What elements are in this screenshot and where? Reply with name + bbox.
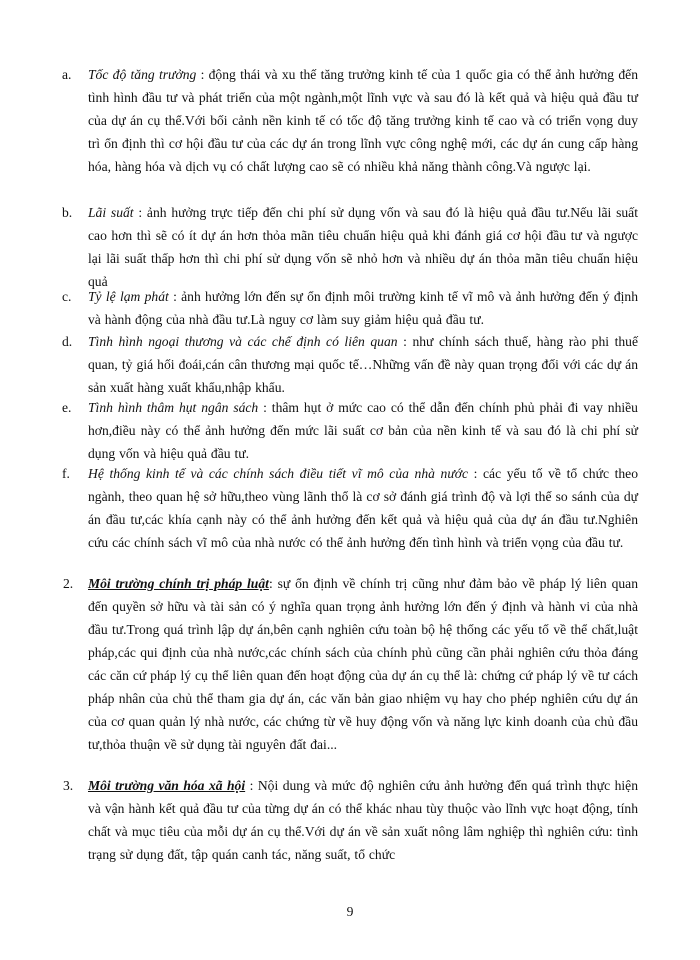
item-body: : như chính sách thuế, hàng rào phi thuế quan, tỷ giá hối đoái,cán cân thương mại quốc tế…Những vấn đề này quan trọng đối với các dự án sản xuất hàng xuất khẩu,nhập khẩu. [88,334,638,395]
page-number: 9 [346,904,354,919]
list-marker: 3. [63,778,74,793]
list-item-c [62,285,638,331]
item-heading: Môi trường văn hóa xã hội [88,778,246,793]
list-item-a [62,63,638,178]
list-marker: 2. [63,576,74,591]
item-heading: Tình hình ngoại thương và các chế định có liên quan [88,334,398,349]
list-marker: f. [62,466,70,481]
item-body: : ảnh hưởng lớn đến sự ổn định môi trường kinh tế vĩ mô và ảnh hưởng đến ý định và hành động của nhà đầu tư.Là nguy cơ làm suy giảm hiệu quả đầu tư. [88,289,638,327]
list-item-d [62,330,638,399]
list-item-e [62,396,638,465]
item-body: : thâm hụt ở mức cao có thể dẫn đến chính phủ phải đi vay nhiều hơn,điều này có thể ảnh hưởng đến mức lãi suất cơ bản của nền kinh tế và sau đó là chi phí sử dụng vốn và hiệu quả đầu tư. [88,400,638,461]
item-body: : các yếu tố về tổ chức theo ngành, theo quan hệ sở hữu,theo vùng lãnh thổ là cơ sở đánh giá trình độ và lợi thế so sánh của dự án đầu tư,các khía cạnh này có thể ảnh hưởng đến kết quả và hiệu quả của dự án đầu tư.Nghiên cứu các chính sách vĩ mô của nhà nước có thể ảnh hưởng đến tình hình và triển vọng của đầu tư. [88,466,638,550]
item-body: : ảnh hưởng trực tiếp đến chi phí sử dụng vốn và sau đó là hiệu quả đầu tư.Nếu lãi suất cao hơn thì sẽ có ít dự án hơn thỏa mãn tiêu chuẩn hiệu quả khi đánh giá cơ hội đầu tư và ngược lại lãi suất thấp hơn thì chi phí sử dụng vốn sẽ nhỏ hơn và nhiều dự án thỏa mãn tiêu chuẩn hiệu quả [88,205,638,289]
item-heading: Hệ thống kinh tế và các chính sách điều tiết vĩ mô của nhà nước [88,466,469,481]
list-item-2 [63,572,638,756]
item-heading: Tình hình thâm hụt ngân sách [88,400,259,415]
list-marker: d. [62,334,73,349]
list-item-3 [63,774,638,866]
list-marker: e. [62,400,72,415]
list-item-b [62,201,638,293]
item-heading: Lãi suất [88,205,134,220]
list-marker: b. [62,205,73,220]
item-heading: Tốc độ tăng trưởng [88,67,197,82]
item-body: : động thái và xu thế tăng trưởng kinh tế của 1 quốc gia có thể ảnh hưởng đến tình hình đầu tư và phát triển của một ngành,một lĩnh vực và sau đó là kết quả và hiệu quả đầu tư của dự án cụ thể.Với bối cảnh nền kinh tế có tốc độ tăng trưởng kinh tế cao và có triển vọng duy trì ổn định thì cơ hội đầu tư của các dự án trong lĩnh vực công nghệ mới, các dự án cung cấp hàng hóa, hàng hóa và dịch vụ có chất lượng cao sẽ có nhiều khả năng thành công.Và ngược lại. [88,67,638,174]
item-body: : Nội dung và mức độ nghiên cứu ảnh hưởng đến quá trình thực hiện và vận hành kết quả đầu tư của từng dự án có thể khác nhau tùy thuộc vào lĩnh vực hoạt động, tính chất và mục tiêu của mỗi dự án cụ thể.Với dự án về sản xuất nông lâm nghiệp thì nghiên cứu: tình trạng sử dụng đất, tập quán canh tác, năng suất, tổ chức [88,778,638,862]
list-item-f [62,462,638,554]
item-heading: Tỷ lệ lạm phát [88,289,169,304]
list-marker: a. [62,67,72,82]
item-body: : sự ổn định về chính trị cũng như đảm bảo về pháp lý liên quan đến quyền sở hữu và tài sản có ý nghĩa quan trọng ảnh hưởng lớn đến ý định và hành vi của nhà đầu tư.Trong quá trình lập dự án,bên cạnh nghiên cứu toàn bộ hệ thống các yếu tố về thể chất,luật pháp,các qui định của nhà nước,các chính sách của chính phủ cũng cần phải nghiên cứu thỏa đáng các căn cứ pháp lý cụ thể liên quan đến hoạt động của dự án cụ thể là: chứng cứ pháp lý về tư cách pháp nhân của chủ thể tham gia dự án, các văn bản giao nhiệm vụ hay cho phép nghiên cứu dự án của cơ quan quản lý nhà nước, các chứng từ về huy động vốn và năng lực kinh doanh của chủ đầu tư,thỏa thuận về sử dụng tài nguyên đất đai... [88,576,638,752]
list-marker: c. [62,289,72,304]
item-heading: Môi trường chính trị pháp luật [88,576,269,591]
